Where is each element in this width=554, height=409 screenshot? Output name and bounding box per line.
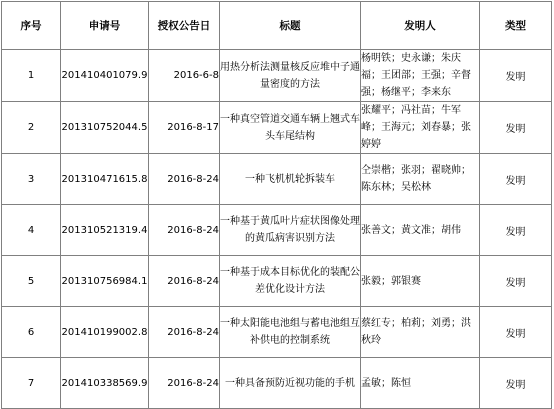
cell-title: 一种具备预防近视功能的手机 [220,358,361,409]
cell-inventors: 张耀平；冯社苗；牛军峰；王海元；刘春暴；张婷婷 [361,102,480,154]
cell-no: 2 [2,102,61,154]
cell-no: 6 [2,307,61,358]
cell-title: 一种太阳能电池组与蓄电池组互补供电的控制系统 [220,307,361,358]
cell-application-number: 201410401079.9 [61,50,149,102]
cell-type: 发明 [480,50,552,102]
header-title: 标题 [220,2,361,50]
cell-application-number: 201310752044.5 [61,102,149,154]
cell-title: 一种基于黄瓜叶片症状图像处理的黄瓜病害识别方法 [220,205,361,256]
cell-application-number: 201310756984.1 [61,256,149,307]
cell-type: 发明 [480,307,552,358]
cell-no: 4 [2,205,61,256]
cell-grant-date: 2016-8-17 [149,102,220,154]
cell-title: 一种真空管道交通车辆上翘式车头车尾结构 [220,102,361,154]
cell-grant-date: 2016-8-24 [149,307,220,358]
cell-type: 发明 [480,102,552,154]
cell-inventors: 仝崇楷；张羽；翟晓帅；陈东林；吴松林 [361,154,480,205]
header-inventors: 发明人 [361,2,480,50]
table-row [2,256,552,307]
cell-type: 发明 [480,154,552,205]
cell-inventors: 蔡红专；柏莉；刘勇；洪秋玲 [361,307,480,358]
cell-no: 3 [2,154,61,205]
cell-title: 一种飞机机轮拆装车 [220,154,361,205]
cell-no: 5 [2,256,61,307]
cell-inventors: 张善文；黄文准；胡伟 [361,205,480,256]
cell-application-number: 201410199002.8 [61,307,149,358]
cell-title: 一种基于成本目标优化的装配公差优化设计方法 [220,256,361,307]
cell-grant-date: 2016-6-8 [149,50,220,102]
cell-inventors: 张毅；郭银赛 [361,256,480,307]
cell-type: 发明 [480,358,552,409]
cell-no: 7 [2,358,61,409]
table-row [2,102,552,154]
cell-application-number: 201410338569.9 [61,358,149,409]
table-row [2,307,552,358]
header-no: 序号 [2,2,61,50]
table-row [2,358,552,409]
cell-grant-date: 2016-8-24 [149,154,220,205]
header-grant-date: 授权公告日 [149,2,220,50]
table-row [2,154,552,205]
cell-application-number: 201310471615.8 [61,154,149,205]
cell-no: 1 [2,50,61,102]
cell-type: 发明 [480,256,552,307]
table-row [2,50,552,102]
cell-grant-date: 2016-8-24 [149,358,220,409]
cell-inventors: 杨明铁；史永谦；朱庆福；王团部；王强；辛督强；杨继平；李来东 [361,50,480,102]
patent-table [1,1,552,409]
header-type: 类型 [480,2,552,50]
cell-type: 发明 [480,205,552,256]
header-application-number: 申请号 [61,2,149,50]
cell-title: 用热分析法测量核反应堆中子通量密度的方法 [220,50,361,102]
cell-grant-date: 2016-8-24 [149,205,220,256]
cell-application-number: 201310521319.4 [61,205,149,256]
table-row [2,205,552,256]
cell-inventors: 孟敏；陈恒 [361,358,480,409]
header-row [2,2,552,50]
cell-grant-date: 2016-8-24 [149,256,220,307]
